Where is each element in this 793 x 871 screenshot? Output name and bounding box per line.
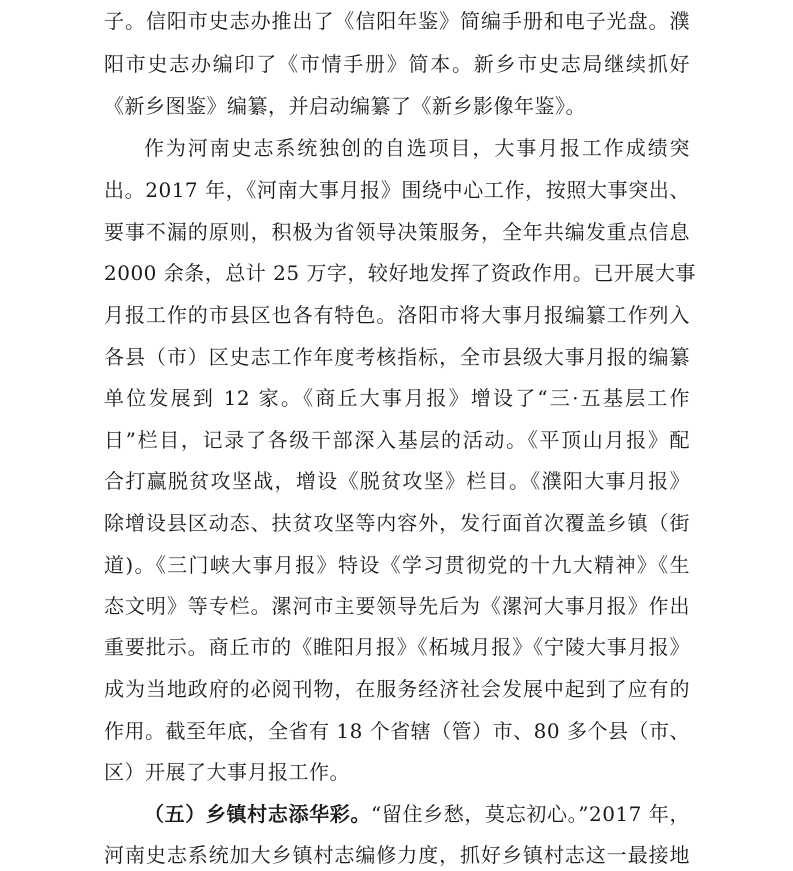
text-line: 合打赢脱贫攻坚战，增设《脱贫攻坚》栏目。《濮阳大事月报》 <box>104 469 690 493</box>
text-line: 除增设县区动态、扶贫攻坚等内容外，发行面首次覆盖乡镇（街 <box>104 511 690 535</box>
text-line: 子。信阳市史志办推出了《信阳年鉴》简编手册和电子光盘。濮 <box>104 9 690 33</box>
text-line: 2000 余条，总计 25 万字，较好地发挥了资政作用。已开展大事 <box>104 261 696 285</box>
text-line: 态文明》等专栏。漯河市主要领导先后为《漯河大事月报》作出 <box>104 594 690 618</box>
text-line: 作用。截至年底，全省有 18 个省辖（管）市、80 多个县（市、 <box>104 719 690 743</box>
section-heading: （五）乡镇村志添华彩。 <box>144 802 372 826</box>
text-line: 月报工作的市县区也各有特色。洛阳市将大事月报编纂工作列入 <box>104 303 690 327</box>
section-heading-line <box>144 799 690 829</box>
text-line: 重要批示。商丘市的《睢阳月报》《柘城月报》《宁陵大事月报》 <box>104 635 690 659</box>
text-line: 河南史志系统加大乡镇村志编修力度，抓好乡镇村志这一最接地 <box>104 843 690 867</box>
text-line: 《新乡图鉴》编纂，并启动编纂了《新乡影像年鉴》。 <box>104 94 586 118</box>
text-line: 日”栏目，记录了各级干部深入基层的活动。《平顶山月报》配 <box>104 428 690 452</box>
text-line: 各县（市）区史志工作年度考核指标，全市县级大事月报的编纂 <box>104 345 690 369</box>
text-line: 道)。《三门峡大事月报》特设《学习贯彻党的十九大精神》《生 <box>104 553 690 577</box>
text-line: 要事不漏的原则，积极为省领导决策服务，全年共编发重点信息 <box>104 220 690 244</box>
text-line: 单位发展到 12 家。《商丘大事月报》增设了“三·五基层工作 <box>104 386 690 410</box>
section-heading-continuation: “留住乡愁，莫忘初心。”2017 年， <box>371 802 690 826</box>
text-line: 出。2017 年，《河南大事月报》围绕中心工作，按照大事突出、 <box>104 178 690 202</box>
text-line: 区）开展了大事月报工作。 <box>104 760 350 784</box>
text-line: 阳市史志办编印了《市情手册》简本。新乡市史志局继续抓好 <box>104 52 690 76</box>
text-line: 成为当地政府的必阅刊物，在服务经济社会发展中起到了应有的 <box>104 677 690 701</box>
paragraph-first-line: 作为河南史志系统独创的自选项目，大事月报工作成绩突 <box>144 136 690 160</box>
